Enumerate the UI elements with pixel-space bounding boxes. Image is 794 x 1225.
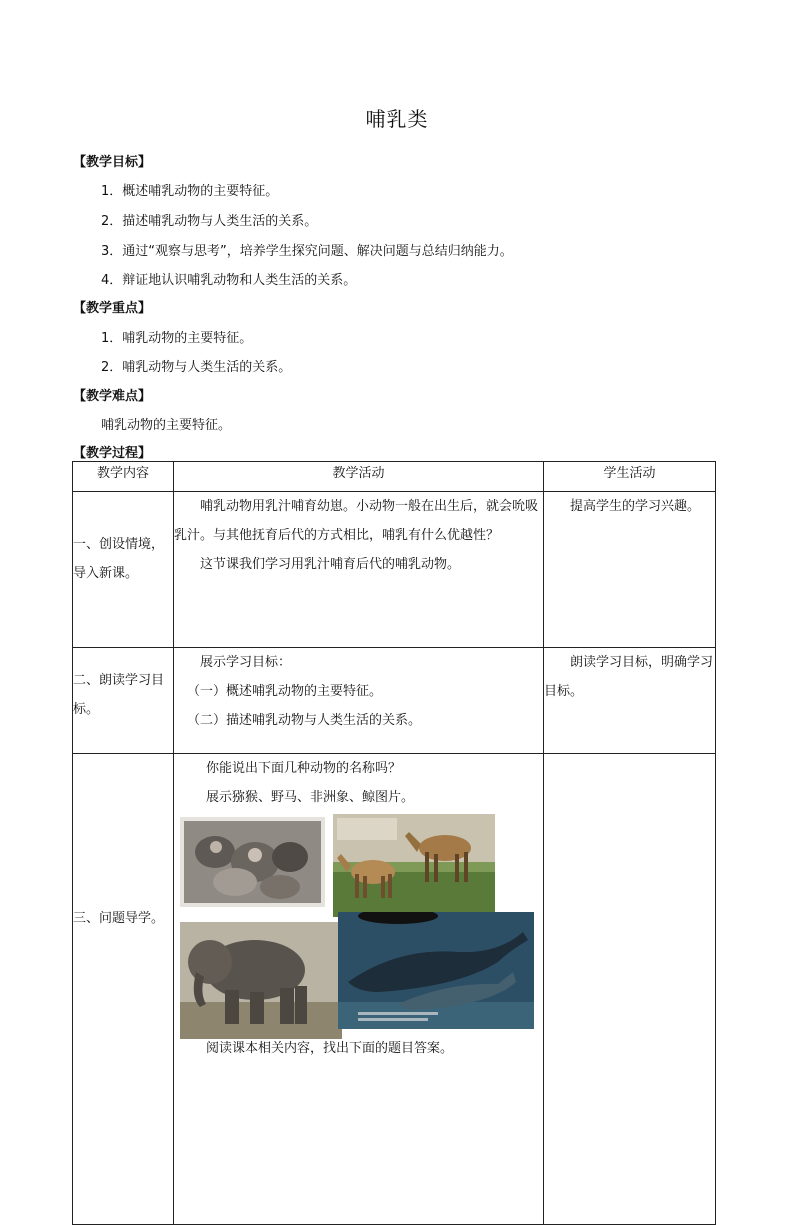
activity-text: 你能说出下面几种动物的名称吗？ — [206, 761, 402, 776]
header-activity: 教学活动 — [174, 462, 544, 492]
student-cell — [544, 648, 716, 754]
difficulty-item: 哺乳动物的主要特征。 — [101, 418, 232, 433]
activity-cell — [174, 648, 544, 754]
document-title: 哺乳类 — [365, 107, 429, 131]
key-point-item: 2．哺乳动物与人类生活的关系。 — [101, 360, 292, 375]
objective-item: 1．概述哺乳动物的主要特征。 — [101, 184, 279, 199]
objective-item: 3．通过“观察与思考”，培养学生探究问题、解决问题与总结归纳能力。 — [101, 244, 513, 259]
table-row — [73, 648, 716, 754]
table-row — [73, 492, 716, 648]
key-points-heading: 【教学重点】 — [73, 301, 152, 316]
key-point-item: 1．哺乳动物的主要特征。 — [101, 331, 253, 346]
animal-photos — [178, 814, 539, 1034]
difficulties-heading: 【教学难点】 — [73, 389, 152, 404]
horse-photo — [333, 814, 495, 917]
content-cell: 三、问题导学。 — [73, 754, 174, 1225]
elephant-photo — [180, 922, 342, 1039]
activity-text: 阅读课本相关内容，找出下面的题目答案。 — [206, 1041, 454, 1056]
activity-text: （二）描述哺乳动物与人类生活的关系。 — [187, 713, 422, 728]
activity-cell — [174, 492, 544, 648]
activity-text: 哺乳动物用乳汁哺育幼崽。小动物一般在出生后，就会吮吸乳汁。与其他抚育后代的方式相比，哺乳有什么优越性？ — [174, 499, 539, 543]
objectives-heading: 【教学目标】 — [73, 155, 152, 170]
activity-text: 这节课我们学习用乳汁哺育后代的哺乳动物。 — [200, 557, 461, 572]
table-row — [73, 754, 716, 1225]
objective-item: 2．描述哺乳动物与人类生活的关系。 — [101, 214, 318, 229]
activity-text: （一）概述哺乳动物的主要特征。 — [187, 684, 383, 699]
whale-photo — [338, 912, 534, 1029]
activity-text: 展示猕猴、野马、非洲象、鲸图片。 — [206, 790, 415, 805]
student-cell — [544, 754, 716, 1225]
table-header-row — [73, 462, 716, 492]
content-cell: 二、朗读学习目标。 — [73, 648, 174, 754]
monkey-photo — [180, 817, 325, 907]
student-text: 朗读学习目标，明确学习目标。 — [544, 655, 714, 699]
lesson-table — [72, 461, 716, 1225]
objective-item: 4．辩证地认识哺乳动物和人类生活的关系。 — [101, 273, 357, 288]
process-heading: 【教学过程】 — [73, 446, 152, 461]
student-text: 提高学生的学习兴趣。 — [570, 499, 701, 514]
activity-text: 展示学习目标： — [200, 655, 292, 670]
student-cell — [544, 492, 716, 648]
header-content: 教学内容 — [73, 462, 174, 492]
activity-cell — [174, 754, 544, 1225]
header-student: 学生活动 — [544, 462, 716, 492]
content-cell: 一、创设情境，导入新课。 — [73, 492, 174, 648]
